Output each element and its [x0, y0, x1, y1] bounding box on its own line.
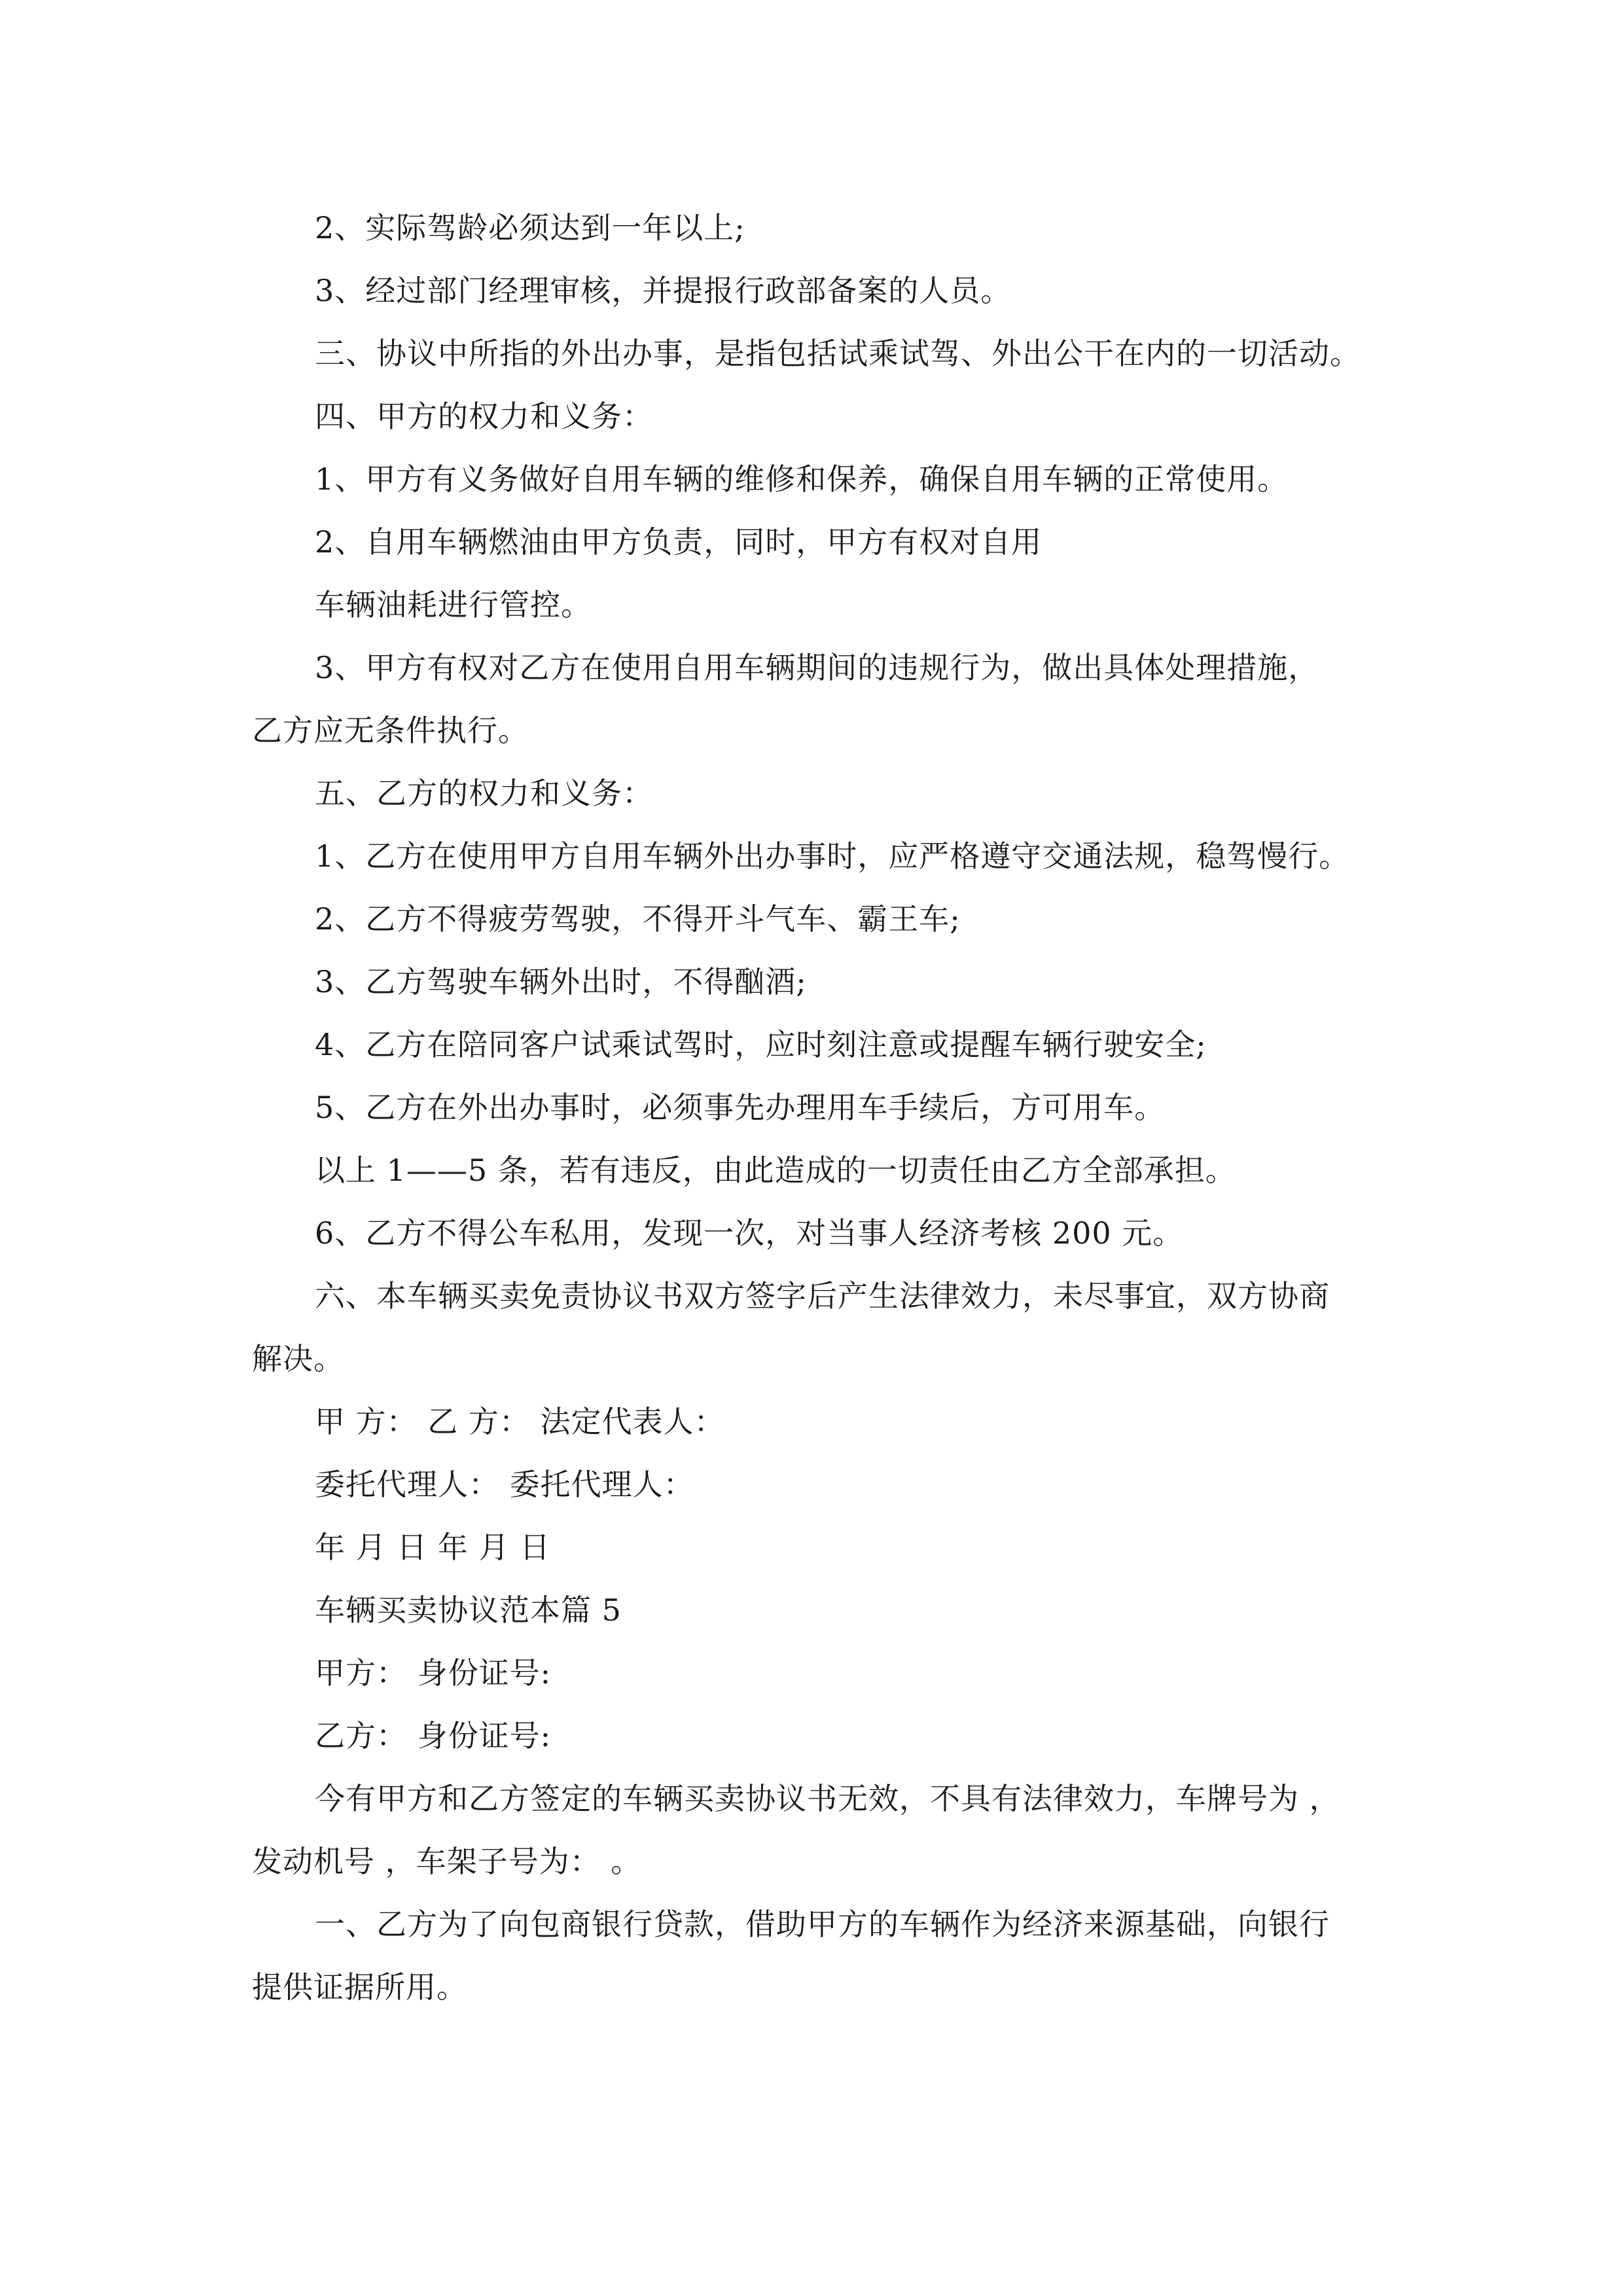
document-body	[252, 196, 1378, 2018]
text-line: 6、乙方不得公车私用，发现一次，对当事人经济考核 200 元。	[315, 1215, 1184, 1251]
text-line: 甲方： 身份证号:	[315, 1655, 552, 1691]
text-line: 三、协议中所指的外出办事，是指包括试乘试驾、外出公干在内的一切活动。	[315, 336, 1361, 371]
text-line: 发动机号 ，车架子号为： 。	[252, 1844, 642, 1879]
paragraph	[252, 1453, 1378, 1516]
text-line: 委托代理人： 委托代理人：	[315, 1467, 694, 1502]
text-line: 3、经过部门经理审核，并提报行政部备案的人员。	[315, 273, 1012, 308]
paragraph	[252, 1202, 1378, 1265]
text-line: 乙方应无条件执行。	[252, 713, 529, 748]
text-line: 一、乙方为了向包商银行贷款，借助甲方的车辆作为经济来源基础，向银行	[315, 1907, 1330, 1942]
paragraph	[252, 825, 1378, 888]
paragraph	[252, 950, 1378, 1013]
paragraph	[252, 1767, 1378, 1893]
text-line: 提供证据所用。	[252, 1969, 467, 2005]
text-line: 2、自用车辆燃油由甲方负责，同时，甲方有权对自用	[315, 524, 1043, 560]
text-line: 2、乙方不得疲劳驾驶，不得开斗气车、霸王车;	[315, 901, 961, 937]
text-line: 3、甲方有权对乙方在使用自用车辆期间的违规行为，做出具体处理措施，	[315, 650, 1319, 685]
paragraph	[252, 448, 1378, 511]
text-line: 4、乙方在陪同客户试乘试驾时，应时刻注意或提醒车辆行驶安全;	[315, 1027, 1207, 1062]
text-line: 今有甲方和乙方签定的车辆买卖协议书无效，不具有法律效力，车牌号为 ，	[315, 1781, 1340, 1816]
text-line: 车辆油耗进行管控。	[315, 587, 592, 622]
text-line: 1、乙方在使用甲方自用车辆外出办事时，应严格遵守交通法规，稳驾慢行。	[315, 838, 1350, 874]
paragraph	[252, 1704, 1378, 1767]
paragraph	[252, 511, 1378, 573]
text-line: 5、乙方在外出办事时，必须事先办理用车手续后，方可用车。	[315, 1090, 1166, 1125]
text-line: 以上 1——5 条，若有违反，由此造成的一切责任由乙方全部承担。	[315, 1153, 1236, 1188]
text-line: 五、乙方的权力和义务：	[315, 776, 653, 811]
paragraph	[252, 1516, 1378, 1579]
text-line: 甲 方： 乙 方： 法定代表人：	[315, 1404, 725, 1439]
text-line: 1、甲方有义务做好自用车辆的维修和保养，确保自用车辆的正常使用。	[315, 461, 1289, 497]
paragraph	[252, 888, 1378, 950]
paragraph	[252, 573, 1378, 636]
text-line: 2、实际驾龄必须达到一年以上;	[315, 210, 745, 245]
section-heading: 车辆买卖协议范本篇 5	[315, 1592, 622, 1628]
paragraph	[252, 1579, 1378, 1641]
paragraph	[252, 385, 1378, 448]
text-line: 四、甲方的权力和义务：	[315, 399, 653, 434]
paragraph	[252, 1893, 1378, 2018]
paragraph	[252, 762, 1378, 825]
paragraph	[252, 196, 1378, 259]
paragraph	[252, 322, 1378, 385]
paragraph	[252, 636, 1378, 762]
paragraph	[252, 1076, 1378, 1139]
paragraph	[252, 1139, 1378, 1202]
paragraph	[252, 1013, 1378, 1076]
paragraph	[252, 1641, 1378, 1704]
paragraph	[252, 1265, 1378, 1390]
text-line: 解决。	[252, 1341, 344, 1376]
text-line: 乙方： 身份证号:	[315, 1718, 552, 1753]
paragraph	[252, 1390, 1378, 1453]
text-line: 3、乙方驾驶车辆外出时，不得酗酒;	[315, 964, 807, 999]
text-line: 年 月 日 年 月 日	[315, 1530, 551, 1565]
paragraph	[252, 259, 1378, 322]
text-line: 六、本车辆买卖免责协议书双方签字后产生法律效力，未尽事宜，双方协商	[315, 1278, 1330, 1314]
